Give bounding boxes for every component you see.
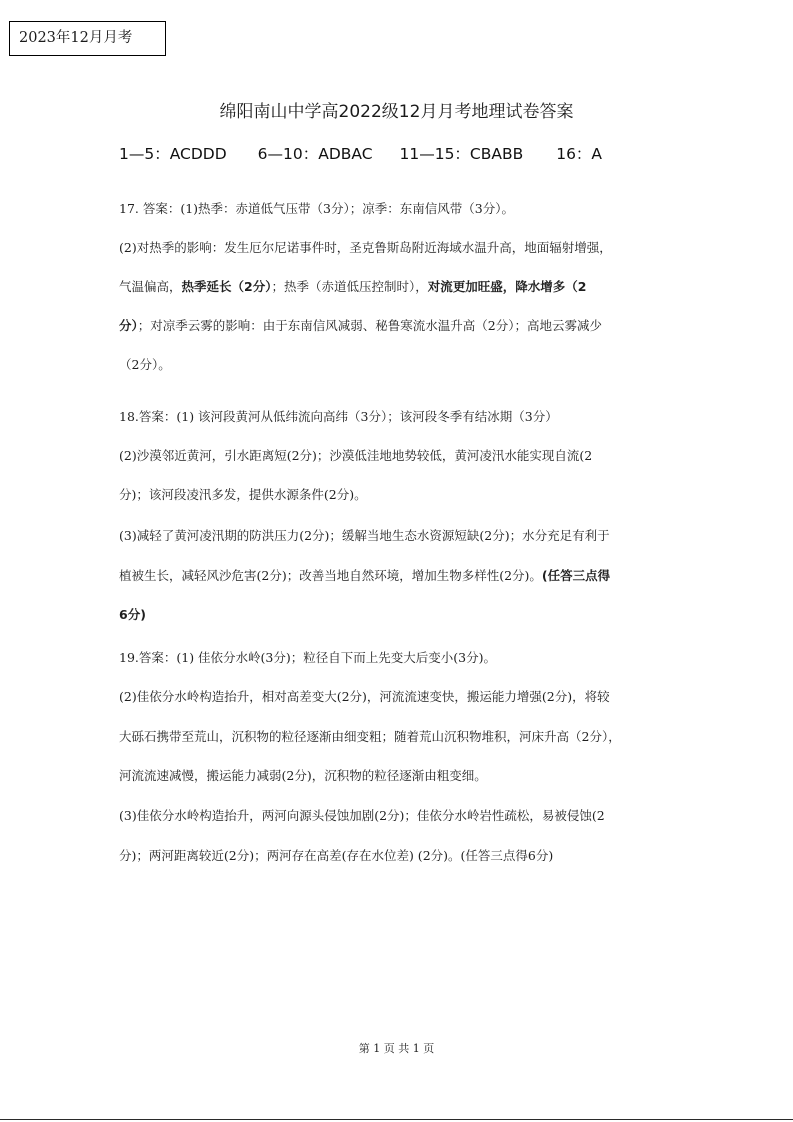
q19-line-2: (2)佳依分水岭构造抬升，相对高差变大(2分)，河流流速变快，搬运能力增强(2分)，将较	[119, 689, 610, 704]
q17-line-5: （2分）。	[119, 357, 171, 372]
q17-line-4-part-b: ；对凉季云雾的影响：由于东南信风减弱、秘鲁寒流水温升高（2分）；高地云雾减少	[137, 318, 602, 333]
answer-group-6-10: 6—10：ADBAC	[257, 145, 373, 163]
q18-line-1: 18.答案：(1) 该河段黄河从低纬流向高纬（3分）；该河段冬季有结冰期（3分）	[119, 409, 558, 424]
q19-line-1: 19.答案：(1) 佳依分水岭(3分)；粒径自下而上先变大后变小(3分)。	[119, 650, 496, 665]
q18-line-4: (3)减轻了黄河凌汛期的防洪压力(2分)；缓解当地生态水资源短缺(2分)；水分充足有利于	[119, 528, 610, 543]
q18-line-5-bold-b: (任答三点得	[541, 568, 611, 583]
q19-line-6: 分)；两河距离较近(2分)；两河存在高差(存在水位差) (2分)。(任答三点得6分)	[119, 848, 554, 863]
q19-line-4: 河流流速减慢，搬运能力减弱(2分)，沉积物的粒径逐渐由粗变细。	[119, 768, 487, 783]
page-number-footer: 第 1 页 共 1 页	[358, 1042, 435, 1055]
q17-line-1: 17. 答案：(1)热季：赤道低气压带（3分）；凉季：东南信风带（3分）。	[119, 201, 514, 216]
q17-line-3-part-c: ；热季（赤道低压控制时），	[271, 279, 428, 294]
answer-group-1-5: 1—5：ACDDD	[119, 145, 227, 163]
q17-line-3-part-a: 气温偏高，	[119, 279, 182, 294]
bottom-rule	[0, 1119, 793, 1120]
q18-line-2: (2)沙漠邻近黄河，引水距离短(2分)；沙漠低洼地地势较低，黄河凌汛水能实现自流(2	[119, 448, 593, 463]
q17-line-3	[119, 277, 586, 297]
q18-line-5	[119, 566, 610, 586]
multiple-choice-answers	[119, 141, 602, 167]
q17-line-2: (2)对热季的影响：发生厄尔尼诺事件时，圣克鲁斯岛附近海域水温升高，地面辐射增强，	[119, 240, 612, 255]
answer-group-11-15: 11—15：CBABB	[399, 145, 524, 163]
q18-line-6: 6分)	[119, 607, 146, 622]
q18-line-3: 分)；该河段凌汛多发，提供水源条件(2分)。	[119, 487, 367, 502]
q19-line-3: 大砾石携带至荒山，沉积物的粒径逐渐由细变粗；随着荒山沉积物堆积，河床升高（2分），	[119, 729, 621, 744]
q19-line-5: (3)佳依分水岭构造抬升，两河向源头侵蚀加剧(2分)；佳依分水岭岩性疏松，易被侵蚀(2	[119, 808, 605, 823]
q17-line-4	[119, 316, 602, 336]
q17-line-4-bold-a: 分）	[119, 318, 138, 333]
q17-line-3-bold-a: 热季延长（2分）	[181, 279, 272, 294]
answer-group-16: 16：A	[556, 145, 603, 163]
q17-line-3-bold-d: 对流更加旺盛，降水增多（2	[427, 279, 587, 294]
page-title: 绵阳南山中学高2022级12月月考地理试卷答案	[219, 102, 574, 122]
q18-line-5-part-a: 植被生长，减轻风沙危害(2分)；改善当地自然环境，增加生物多样性(2分)。	[119, 568, 542, 583]
exam-tag-box: 2023年12月月考	[9, 21, 166, 56]
